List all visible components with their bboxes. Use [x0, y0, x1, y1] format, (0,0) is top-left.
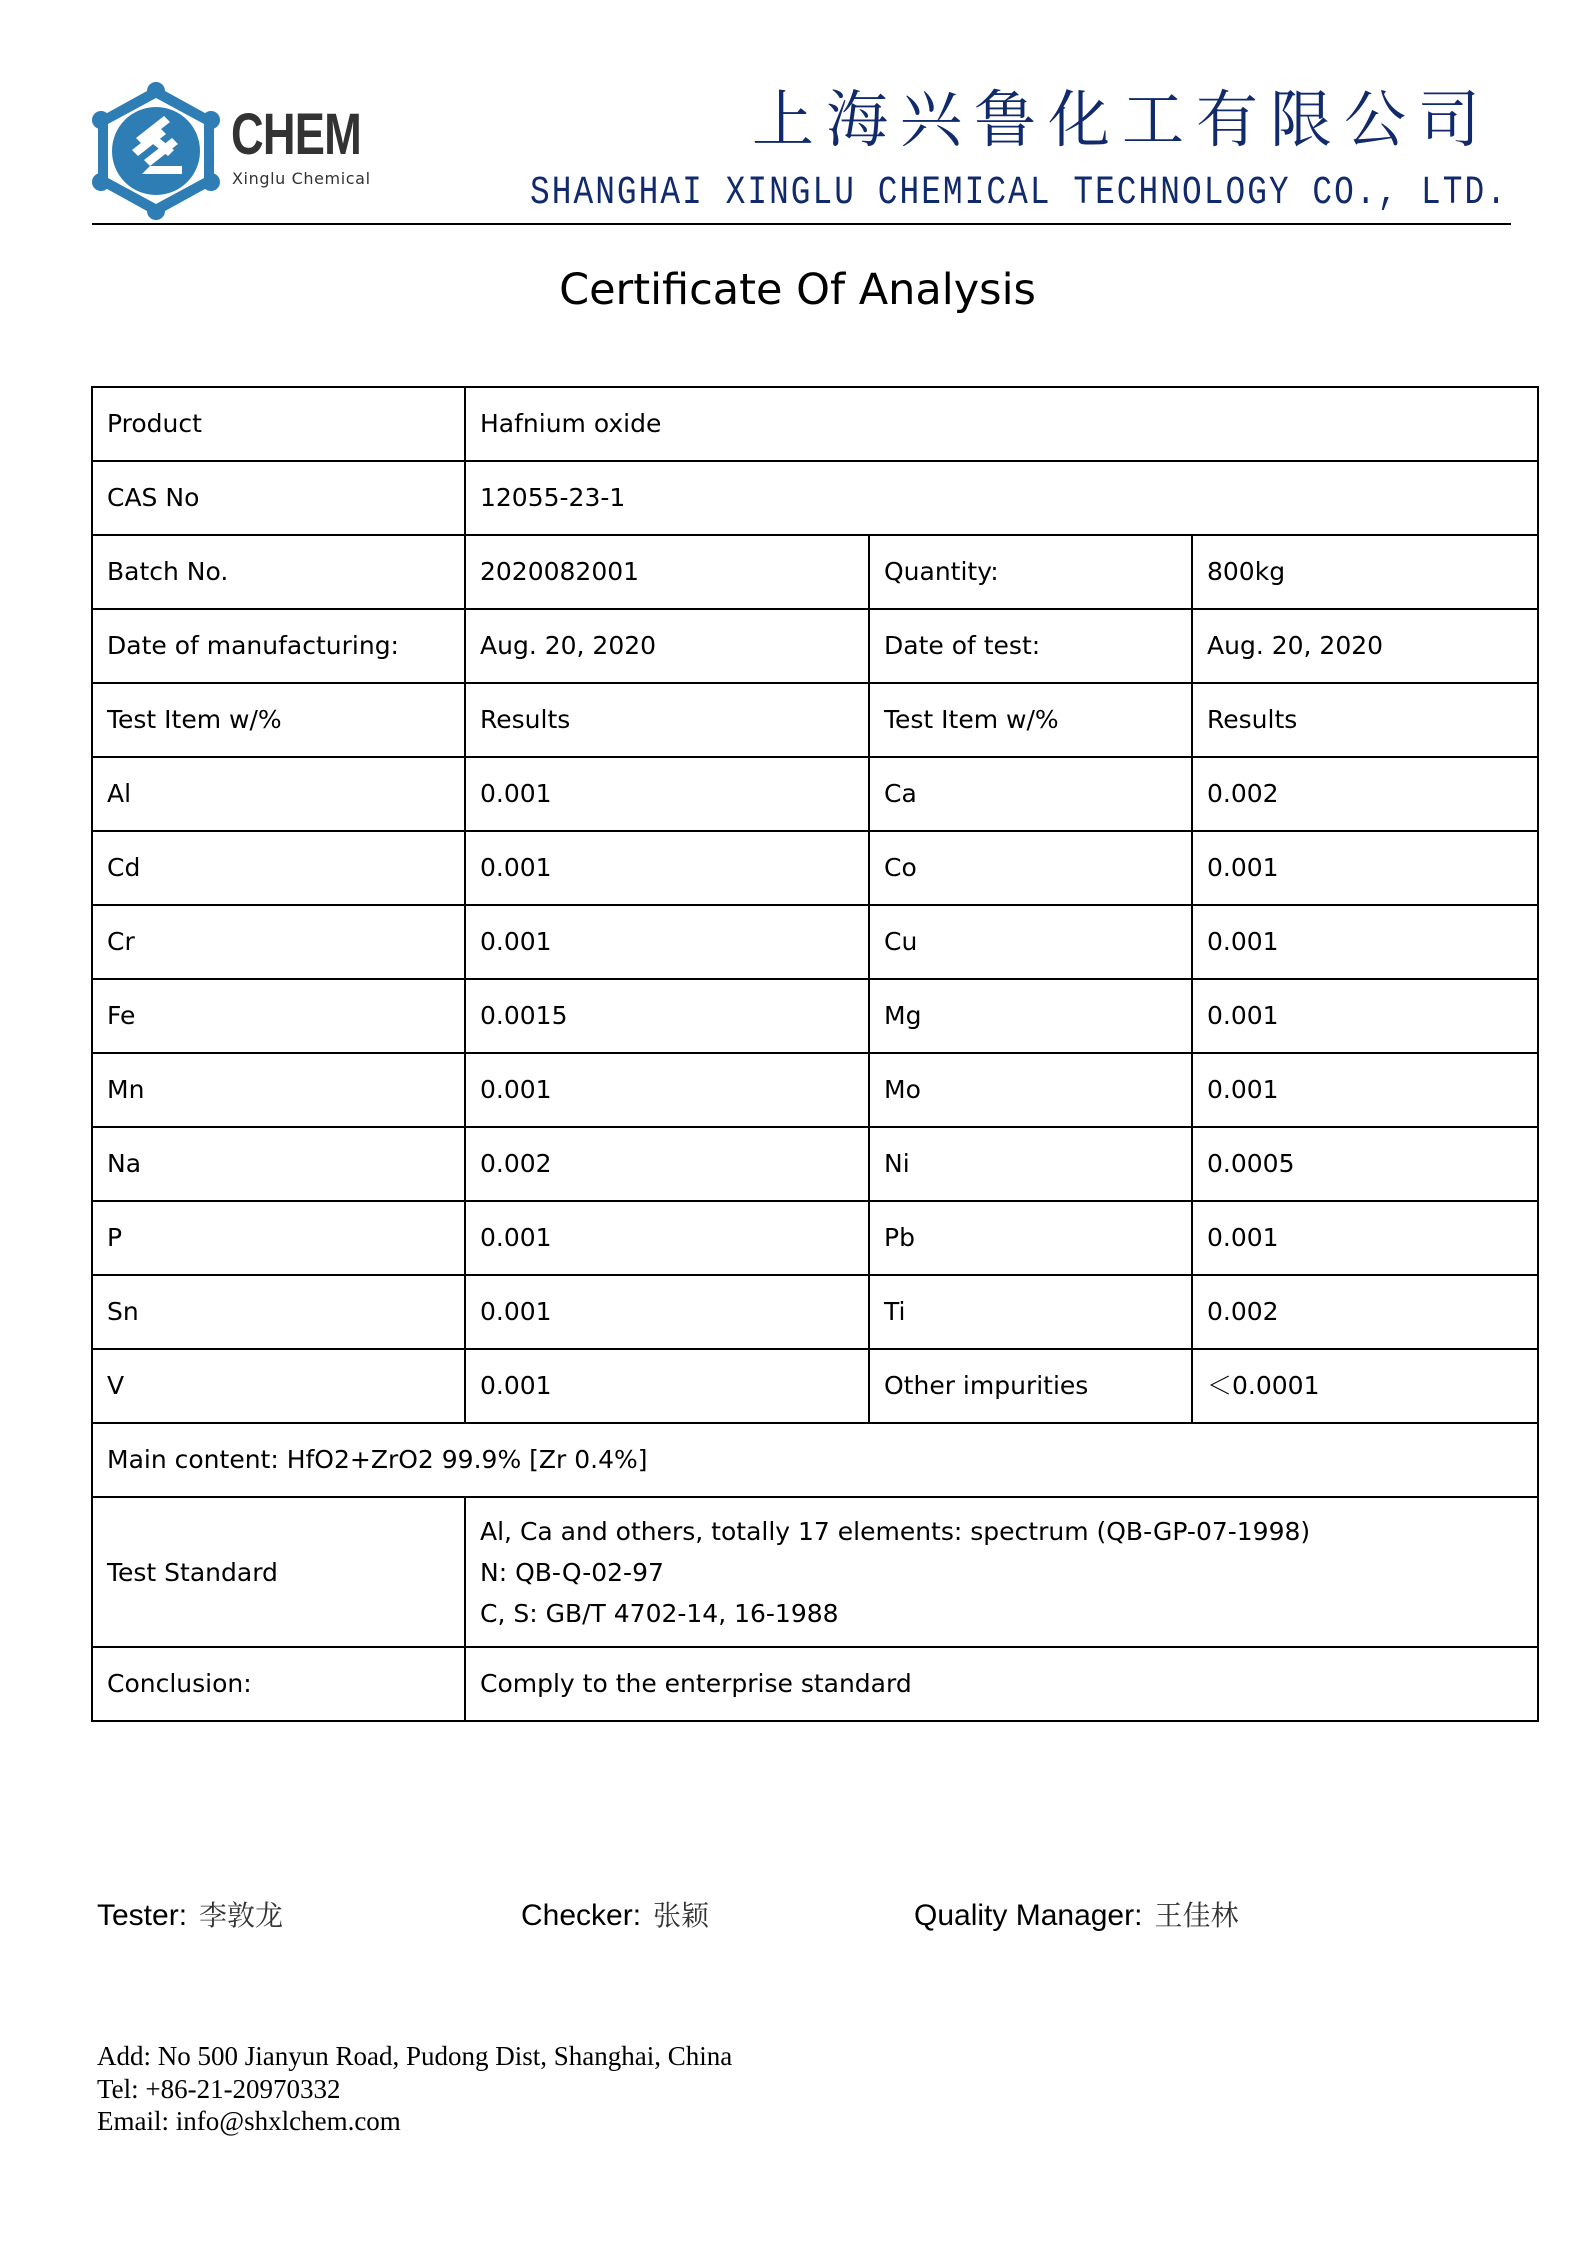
quality-manager-signature: [914, 1898, 1238, 1934]
test-standard-label: Test Standard: [92, 1497, 465, 1647]
column-header: Test Item w/%: [869, 683, 1192, 757]
element-name: Cr: [92, 905, 465, 979]
element-name: Cd: [92, 831, 465, 905]
hexagon-xl-logo-icon: [92, 82, 220, 220]
column-header: Test Item w/%: [92, 683, 465, 757]
manufacture-date-value: Aug. 20, 2020: [465, 609, 869, 683]
company-name-chinese: 上海兴鲁化工有限公司: [752, 83, 1493, 156]
cas-value: 12055-23-1: [465, 461, 1538, 535]
footer-tel: Tel: +86-21-20970332: [97, 2073, 341, 2104]
test-standard-line: C, S: GB/T 4702-14, 16-1988: [480, 1598, 839, 1628]
table-row: [92, 1127, 1538, 1201]
conclusion-row: [92, 1647, 1538, 1721]
test-standard-row: [92, 1497, 1538, 1647]
tester-name: 李敦龙: [199, 1899, 284, 1932]
element-name: Ca: [869, 757, 1192, 831]
table-row: [92, 1275, 1538, 1349]
main-content: Main content: HfO2+ZrO2 99.9% [Zr 0.4%]: [92, 1423, 1538, 1497]
batch-label: Batch No.: [92, 535, 465, 609]
footer-email: Email: info@shxlchem.com: [97, 2106, 401, 2136]
analysis-table: [91, 386, 1539, 1722]
element-value: 0.001: [1192, 979, 1538, 1053]
element-name: P: [92, 1201, 465, 1275]
element-name: Pb: [869, 1201, 1192, 1275]
element-value: 0.001: [1192, 905, 1538, 979]
element-value: 0.001: [465, 757, 869, 831]
checker-name: 张颖: [653, 1899, 710, 1932]
element-value: 0.002: [465, 1127, 869, 1201]
element-value: 0.001: [465, 831, 869, 905]
element-value: 0.001: [1192, 831, 1538, 905]
quality-manager-label: Quality Manager:: [914, 1899, 1143, 1932]
element-value: 0.001: [465, 1349, 869, 1423]
element-value: 0.0015: [465, 979, 869, 1053]
manufacture-date-label: Date of manufacturing:: [92, 609, 465, 683]
element-name: V: [92, 1349, 465, 1423]
conclusion-label: Conclusion:: [92, 1647, 465, 1721]
element-value: 0.001: [465, 1275, 869, 1349]
table-row: [92, 831, 1538, 905]
product-label: Product: [92, 387, 465, 461]
document-title: Certificate Of Analysis: [559, 265, 1036, 315]
logo-subtitle: Xinglu Chemical: [232, 169, 371, 188]
element-value: 0.001: [465, 905, 869, 979]
test-standard-line: Al, Ca and others, totally 17 elements: spectrum (QB-GP-07-1998): [480, 1516, 1311, 1546]
test-date-label: Date of test:: [869, 609, 1192, 683]
element-value: ＜0.0001: [1192, 1349, 1538, 1423]
checker-signature: [521, 1898, 709, 1934]
batch-value: 2020082001: [465, 535, 869, 609]
quantity-value: 800kg: [1192, 535, 1538, 609]
element-value: 0.0005: [1192, 1127, 1538, 1201]
cas-row: [92, 461, 1538, 535]
element-name: Na: [92, 1127, 465, 1201]
dates-row: [92, 609, 1538, 683]
quantity-label: Quantity:: [869, 535, 1192, 609]
element-name: Mn: [92, 1053, 465, 1127]
element-name: Cu: [869, 905, 1192, 979]
tester-signature: [97, 1898, 283, 1934]
element-name: Ni: [869, 1127, 1192, 1201]
tester-label: Tester:: [97, 1899, 188, 1932]
element-name: Mg: [869, 979, 1192, 1053]
element-name: Sn: [92, 1275, 465, 1349]
logo-wordmark: CHEM: [231, 102, 362, 167]
header-divider: [92, 223, 1511, 225]
table-row: [92, 1201, 1538, 1275]
element-name: Ti: [869, 1275, 1192, 1349]
results-header-row: [92, 683, 1538, 757]
test-standard-value: [465, 1497, 1538, 1647]
main-content-row: [92, 1423, 1538, 1497]
element-name: Co: [869, 831, 1192, 905]
element-name: Mo: [869, 1053, 1192, 1127]
batch-row: [92, 535, 1538, 609]
table-row: [92, 757, 1538, 831]
product-row: [92, 387, 1538, 461]
conclusion-value: Comply to the enterprise standard: [465, 1647, 1538, 1721]
element-value: 0.002: [1192, 1275, 1538, 1349]
column-header: Results: [1192, 683, 1538, 757]
column-header: Results: [465, 683, 869, 757]
table-row: [92, 1053, 1538, 1127]
test-date-value: Aug. 20, 2020: [1192, 609, 1538, 683]
table-row: [92, 979, 1538, 1053]
element-value: 0.001: [1192, 1201, 1538, 1275]
element-value: 0.002: [1192, 757, 1538, 831]
element-name: Al: [92, 757, 465, 831]
table-row: [92, 1349, 1538, 1423]
quality-manager-name: 王佳林: [1154, 1899, 1239, 1932]
element-value: 0.001: [465, 1201, 869, 1275]
element-name: Other impurities: [869, 1349, 1192, 1423]
footer-contact: [97, 2040, 732, 2138]
test-standard-line: N: QB-Q-02-97: [480, 1557, 664, 1587]
element-value: 0.001: [465, 1053, 869, 1127]
checker-label: Checker:: [521, 1899, 642, 1932]
element-name: Fe: [92, 979, 465, 1053]
footer-address: Add: No 500 Jianyun Road, Pudong Dist, Shanghai, China: [97, 2041, 733, 2071]
element-value: 0.001: [1192, 1053, 1538, 1127]
product-value: Hafnium oxide: [465, 387, 1538, 461]
company-name-english: SHANGHAI XINGLU CHEMICAL TECHNOLOGY CO., LTD.: [530, 171, 1509, 216]
table-row: [92, 905, 1538, 979]
cas-label: CAS No: [92, 461, 465, 535]
